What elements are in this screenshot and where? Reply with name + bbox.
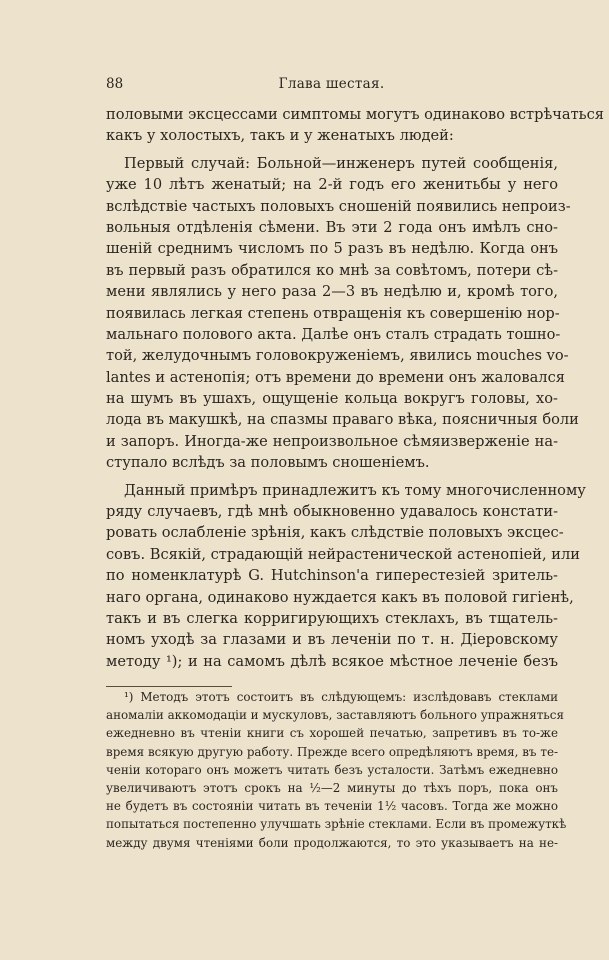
footnote-line: аномаліи аккомодаціи и мускуловъ, заставляютъ больного упражняться [106, 708, 564, 723]
text-line: мальнаго полового акта. Далѣе онъ сталъ страдать тошно- [106, 325, 561, 343]
text-line: Данный примѣръ принадлежитъ къ тому многочисленному [124, 481, 586, 499]
text-line: той, желудочнымъ головокруженіемъ, явились mouches vo- [106, 347, 569, 365]
text-line: ступало вслѣдъ за половымъ сношеніемъ. [106, 454, 430, 472]
page-number: 88 [106, 76, 124, 92]
text-line: на шумъ въ ушахъ, ощущеніе кольца вокругъ головы, хо- [106, 390, 558, 408]
footnote-divider [106, 686, 232, 687]
text-line: мени являлись у него раза 2—3 въ недѣлю и, кромѣ того, [106, 283, 558, 301]
text-line: и запоръ. Иногда-же непроизвольное сѣмяизверженіе на- [106, 432, 558, 450]
text-line: методу ¹); и на самомъ дѣлѣ всякое мѣстное леченіе безъ [106, 652, 558, 670]
text-line: появилась легкая степень отвращенія къ совершенію нор- [106, 304, 560, 322]
footnote-line: ченіи котораго онъ можетъ читать безъ усталости. Затѣмъ ежедневно [106, 762, 558, 777]
main-text [106, 104, 605, 672]
text-line: ряду случаевъ, гдѣ мнѣ обыкновенно удавалось констати- [106, 503, 558, 521]
footnote-line: увеличиваютъ этотъ срокъ на ½—2 минуты до тѣхъ поръ, пока онъ [106, 780, 558, 795]
footnote-line: время всякую другую работу. Прежде всего опредѣляютъ время, въ те- [106, 744, 558, 759]
footnote-line: не будетъ въ состояніи читать въ теченіи 1½ часовъ. Тогда же можно [106, 799, 558, 814]
text-line: вольныя отдѣленія сѣмени. Въ эти 2 года онъ имѣлъ сно- [106, 218, 558, 236]
page-header [106, 76, 557, 96]
text-line: номъ уходѣ за глазами и въ леченіи по т. н. Діеровскому [106, 631, 558, 649]
text-line: шеній среднимъ числомъ по 5 разъ въ недѣлю. Когда онъ [106, 240, 558, 258]
chapter-title: Глава шестая. [278, 76, 385, 92]
text-line: Первый случай: Больной—инженеръ путей сообщенія, [124, 154, 558, 172]
text-line: ровать ослабленіе зрѣнія, какъ слѣдствіе половыхъ эксцес- [106, 524, 564, 542]
footnote [106, 688, 567, 852]
text-line: такъ и въ слегка корригирующихъ стеклахъ, въ тщатель- [106, 609, 558, 627]
footnote-line: ¹) Методъ этотъ состоитъ въ слѣдующемъ: изслѣдовавъ стеклами [124, 690, 558, 704]
text-line: какъ у холостыхъ, такъ и у женатыхъ людей: [106, 127, 454, 145]
text-line: половыми эксцессами симптомы могутъ одинаково встрѣчаться [106, 106, 605, 123]
footnote-line: ежедневно въ чтеніи книги съ хорошей печатью, запретивъ въ то-же [106, 726, 558, 741]
text-line: по номенклатурѣ G. Hutchinson'a гиперестезіей зритель- [106, 567, 558, 585]
text-line: въ первый разъ обратился ко мнѣ за совѣтомъ, потери сѣ- [106, 261, 558, 279]
text-line: лода въ макушкѣ, на спазмы праваго вѣка, поясничныя боли [106, 411, 579, 429]
footnote-line: между двумя чтеніями боли продолжаются, то это указываетъ на не- [106, 835, 558, 850]
text-line: совъ. Всякій, страдающій нейрастенической астенопіей, или [106, 545, 580, 563]
text-line: уже 10 лѣтъ женатый; на 2-й годъ его женитьбы у него [106, 176, 558, 194]
text-line: lantes и астенопія; отъ времени до времени онъ жаловался [106, 368, 565, 386]
text-line: наго органа, одинаково нуждается какъ въ половой гигіенѣ, [106, 588, 574, 606]
footnote-line: попытаться постепенно улучшать зрѣніе стеклами. Если въ промежуткѣ [106, 817, 567, 832]
text-line: вслѣдствіе частыхъ половыхъ сношеній появились непроиз- [106, 197, 571, 215]
